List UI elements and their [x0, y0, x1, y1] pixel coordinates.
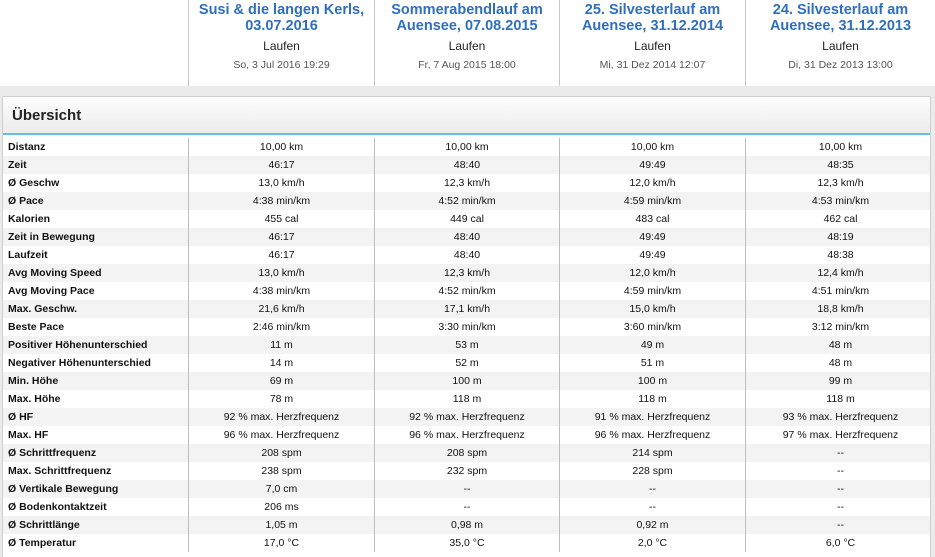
value-cell: 455 cal [188, 210, 374, 228]
value-cell: 11 m [188, 336, 374, 354]
value-cell: 10,00 km [374, 138, 559, 156]
activity-column-3 [559, 0, 745, 86]
value-cell: 6,0 °C [745, 534, 935, 552]
row-label: Ø Temperatur [8, 537, 77, 549]
value-cell: 91 % max. Herzfrequenz [559, 408, 745, 426]
value-cell: 49 m [559, 336, 745, 354]
row-label: Ø Bodenkontaktzeit [8, 501, 107, 513]
value-cell: 12,4 km/h [745, 264, 935, 282]
value-cell: 462 cal [745, 210, 935, 228]
value-cell: 46:17 [188, 228, 374, 246]
row-label: Max. HF [8, 429, 49, 441]
value-cell: 228 spm [559, 462, 745, 480]
value-cell: 10,00 km [745, 138, 935, 156]
value-cell: 10,00 km [188, 138, 374, 156]
value-cell: 13,0 km/h [188, 264, 374, 282]
value-cell: 48:40 [374, 228, 559, 246]
value-cell: 4:53 min/km [745, 192, 935, 210]
table-row [3, 210, 930, 228]
row-label: Max. Geschw. [8, 303, 78, 315]
overview-title: Übersicht [12, 107, 82, 124]
value-cell: 1,05 m [188, 516, 374, 534]
value-cell: -- [559, 480, 745, 498]
value-cell: 17,1 km/h [374, 300, 559, 318]
value-cell: 48:40 [374, 156, 559, 174]
value-cell: 118 m [745, 390, 935, 408]
value-cell: 3:12 min/km [745, 318, 935, 336]
value-cell: 13,0 km/h [188, 174, 374, 192]
value-cell: 12,3 km/h [745, 174, 935, 192]
activity-type: Laufen [634, 39, 671, 53]
activity-column-4 [745, 0, 935, 86]
table-row [3, 138, 930, 156]
value-cell: 206 ms [188, 498, 374, 516]
value-cell: 100 m [374, 372, 559, 390]
table-row [3, 498, 930, 516]
row-label: Ø Schrittlänge [8, 519, 80, 531]
value-cell: 96 % max. Herzfrequenz [559, 426, 745, 444]
value-cell: 4:51 min/km [745, 282, 935, 300]
row-label: Zeit [8, 159, 27, 171]
value-cell: 4:59 min/km [559, 282, 745, 300]
value-cell: 92 % max. Herzfrequenz [374, 408, 559, 426]
activity-date: So, 3 Jul 2016 19:29 [233, 59, 330, 71]
table-row [3, 426, 930, 444]
table-row [3, 354, 930, 372]
table-row [3, 156, 930, 174]
value-cell: 92 % max. Herzfrequenz [188, 408, 374, 426]
value-cell: 49:49 [559, 156, 745, 174]
value-cell: 18,8 km/h [745, 300, 935, 318]
value-cell: 12,3 km/h [374, 174, 559, 192]
value-cell: 100 m [559, 372, 745, 390]
value-cell: 4:38 min/km [188, 192, 374, 210]
value-cell: 53 m [374, 336, 559, 354]
value-cell: -- [374, 498, 559, 516]
value-cell: 118 m [559, 390, 745, 408]
value-cell: 10,00 km [559, 138, 745, 156]
value-cell: 4:52 min/km [374, 192, 559, 210]
value-cell: -- [374, 480, 559, 498]
value-cell: 48 m [745, 354, 935, 372]
value-cell: 12,0 km/h [559, 264, 745, 282]
value-cell: 99 m [745, 372, 935, 390]
value-cell: 3:30 min/km [374, 318, 559, 336]
value-cell: 449 cal [374, 210, 559, 228]
value-cell: 17,0 °C [188, 534, 374, 552]
value-cell: -- [745, 480, 935, 498]
value-cell: 78 m [188, 390, 374, 408]
overview-table [3, 138, 930, 552]
value-cell: 2:46 min/km [188, 318, 374, 336]
row-label: Avg Moving Pace [8, 285, 95, 297]
activity-type: Laufen [263, 39, 300, 53]
table-row [3, 336, 930, 354]
table-row [3, 408, 930, 426]
value-cell: 483 cal [559, 210, 745, 228]
row-label: Ø Vertikale Bewegung [8, 483, 119, 495]
value-cell: 4:52 min/km [374, 282, 559, 300]
value-cell: 51 m [559, 354, 745, 372]
value-cell: 96 % max. Herzfrequenz [374, 426, 559, 444]
table-row [3, 390, 930, 408]
value-cell: 14 m [188, 354, 374, 372]
value-cell: -- [745, 516, 935, 534]
row-label: Avg Moving Speed [8, 267, 102, 279]
value-cell: -- [745, 444, 935, 462]
table-row [3, 516, 930, 534]
value-cell: 2,0 °C [559, 534, 745, 552]
table-row [3, 246, 930, 264]
row-label: Beste Pace [8, 321, 65, 333]
value-cell: 232 spm [374, 462, 559, 480]
value-cell: 118 m [374, 390, 559, 408]
value-cell: 49:49 [559, 228, 745, 246]
activity-title-link[interactable]: Sommerabendlauf am Auensee, 07.08.2015 [391, 2, 543, 34]
activity-type: Laufen [448, 39, 486, 53]
value-cell: 4:38 min/km [188, 282, 374, 300]
header-gap [0, 86, 935, 96]
value-cell: 48:40 [374, 246, 559, 264]
activity-title-link[interactable]: Susi & die langen Kerls, 03.07.2016 [198, 2, 365, 34]
value-cell: 208 spm [374, 444, 559, 462]
activity-title-link[interactable]: 25. Silvesterlauf am Auensee, 31.12.2014 [581, 2, 724, 34]
value-cell: 93 % max. Herzfrequenz [745, 408, 935, 426]
row-label: Kalorien [8, 213, 51, 225]
value-cell: 48:35 [745, 156, 935, 174]
activity-header [0, 0, 935, 88]
value-cell: 12,0 km/h [559, 174, 745, 192]
table-row [3, 444, 930, 462]
activity-column-2 [374, 0, 559, 86]
row-label: Min. Höhe [8, 375, 59, 387]
value-cell: 46:17 [188, 156, 374, 174]
row-label: Ø Pace [8, 195, 44, 207]
value-cell: 0,92 m [559, 516, 745, 534]
row-label: Max. Schrittfrequenz [8, 465, 112, 477]
row-label: Positiver Höhenunterschied [8, 339, 148, 351]
value-cell: 15,0 km/h [559, 300, 745, 318]
row-label: Zeit in Bewegung [8, 231, 95, 243]
activity-date: Di, 31 Dez 2013 13:00 [788, 59, 893, 71]
table-row [3, 174, 930, 192]
row-label: Laufzeit [8, 249, 48, 261]
table-row [3, 480, 930, 498]
row-label: Max. Höhe [8, 393, 61, 405]
value-cell: 96 % max. Herzfrequenz [188, 426, 374, 444]
table-row [3, 282, 930, 300]
value-cell: 48:19 [745, 228, 935, 246]
value-cell: 48:38 [745, 246, 935, 264]
value-cell: -- [745, 498, 935, 516]
value-cell: 97 % max. Herzfrequenz [745, 426, 935, 444]
activity-title-link[interactable]: 24. Silvesterlauf am Auensee, 31.12.2013 [769, 2, 912, 34]
value-cell: 12,3 km/h [374, 264, 559, 282]
table-row [3, 264, 930, 282]
value-cell: 238 spm [188, 462, 374, 480]
activity-date: Mi, 31 Dez 2014 12:07 [599, 59, 706, 71]
row-label: Ø Geschw [8, 177, 60, 189]
row-label: Negativer Höhenunterschied [8, 357, 151, 369]
value-cell: 208 spm [188, 444, 374, 462]
table-row [3, 372, 930, 390]
table-row [3, 228, 930, 246]
value-cell: 7,0 cm [188, 480, 374, 498]
value-cell: 0,98 m [374, 516, 559, 534]
overview-panel [2, 96, 931, 557]
table-row [3, 462, 930, 480]
value-cell: -- [559, 498, 745, 516]
value-cell: 214 spm [559, 444, 745, 462]
value-cell: 21,6 km/h [188, 300, 374, 318]
table-row [3, 534, 930, 552]
row-label: Ø Schrittfrequenz [8, 447, 97, 459]
value-cell: 69 m [188, 372, 374, 390]
table-row [3, 300, 930, 318]
activity-date: Fr, 7 Aug 2015 18:00 [418, 59, 516, 71]
value-cell: -- [745, 462, 935, 480]
activity-column-1 [188, 0, 374, 86]
row-label: Ø HF [8, 411, 34, 423]
value-cell: 35,0 °C [374, 534, 559, 552]
value-cell: 48 m [745, 336, 935, 354]
activity-type: Laufen [822, 39, 859, 53]
value-cell: 46:17 [188, 246, 374, 264]
table-row [3, 192, 930, 210]
value-cell: 4:59 min/km [559, 192, 745, 210]
table-row [3, 318, 930, 336]
overview-panel-header [3, 97, 930, 135]
row-label: Distanz [8, 141, 46, 153]
value-cell: 49:49 [559, 246, 745, 264]
value-cell: 52 m [374, 354, 559, 372]
value-cell: 3:60 min/km [559, 318, 745, 336]
